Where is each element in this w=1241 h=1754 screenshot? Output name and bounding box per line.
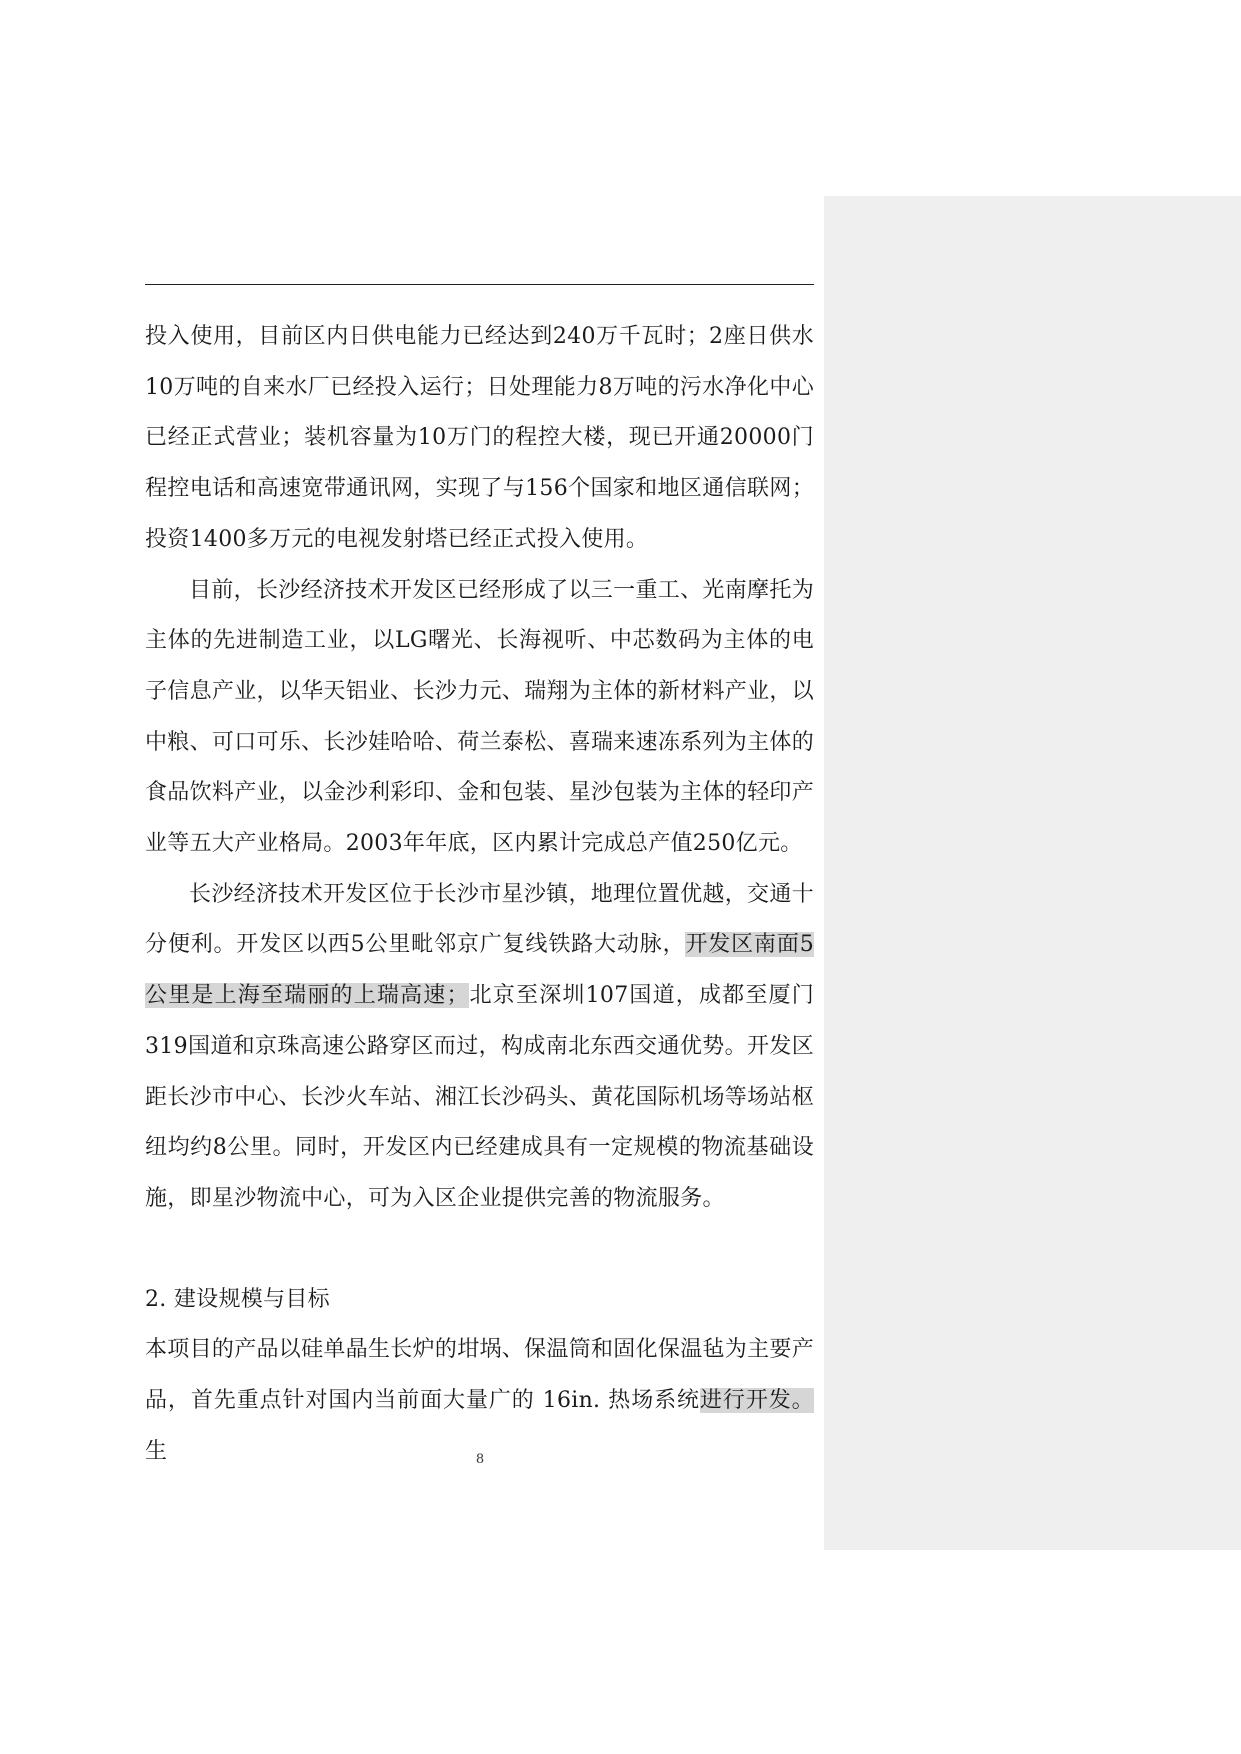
comment-margin-pane[interactable] xyxy=(824,196,1241,1550)
paragraph-gap xyxy=(145,1225,814,1275)
body-text xyxy=(145,312,814,1477)
highlighted-text-commented[interactable]: 进行开发。 xyxy=(699,1388,814,1414)
paragraph-location-part2: 北京至深圳107国道，成都至厦门319国道和京珠高速公路穿区而过，构成南北东西交通优势。开发区距长沙市中心、长沙火车站、湘江长沙码头、黄花国际机场等场站枢纽均约8公里。同时，开发区内已经建成具有一定规模的物流基础设施，即星沙物流中心，可为入区企业提供完善的物流服务。 xyxy=(145,983,815,1211)
section-heading: 2. 建设规模与目标 xyxy=(145,1286,330,1312)
paragraph-products-part1: 本项目的产品以硅单晶生长炉的坩埚、保温筒和固化保温毡为主要产品，首先重点针对国内当前面大量广的 16in. 热场系统 xyxy=(145,1337,815,1414)
highlighted-text-commented[interactable]: 开发区南面5公里是上海至瑞丽的上瑞高速； xyxy=(145,932,814,1009)
paragraph-location-part1: 长沙经济技术开发区位于长沙市星沙镇，地理位置优越，交通十分便利。开发区以西5公里毗邻京广复线铁路大动脉， xyxy=(145,881,814,958)
page-number: 8 xyxy=(475,1452,485,1467)
paragraph-utilities: 投入使用，目前区内日供电能力已经达到240万千瓦时；2座日供水10万吨的自来水厂已经投入运行；日处理能力8万吨的污水净化中心已经正式营业；装机容量为10万门的程控大楼，现已开通20000门程控电话和高速宽带通讯网，实现了与156个国家和地区通信联网；投资1400多万元的电视发射塔已经正式投入使用。 xyxy=(145,324,814,552)
paragraph-products-part2: 生 xyxy=(145,1438,168,1464)
header-rule xyxy=(145,284,814,285)
paragraph-industries: 目前，长沙经济技术开发区已经形成了以三一重工、光南摩托为主体的先进制造工业，以LG曙光、长海视听、中芯数码为主体的电子信息产业，以华天铝业、长沙力元、瑞翔为主体的新材料产业，以中粮、可口可乐、长沙娃哈哈、荷兰泰松、喜瑞来速冻系列为主体的食品饮料产业，以金沙利彩印、金和包装、星沙包装为主体的轻印产业等五大产业格局。2003年年底，区内累计完成总产值250亿元。 xyxy=(145,577,815,857)
paragraph-location xyxy=(145,870,814,1225)
